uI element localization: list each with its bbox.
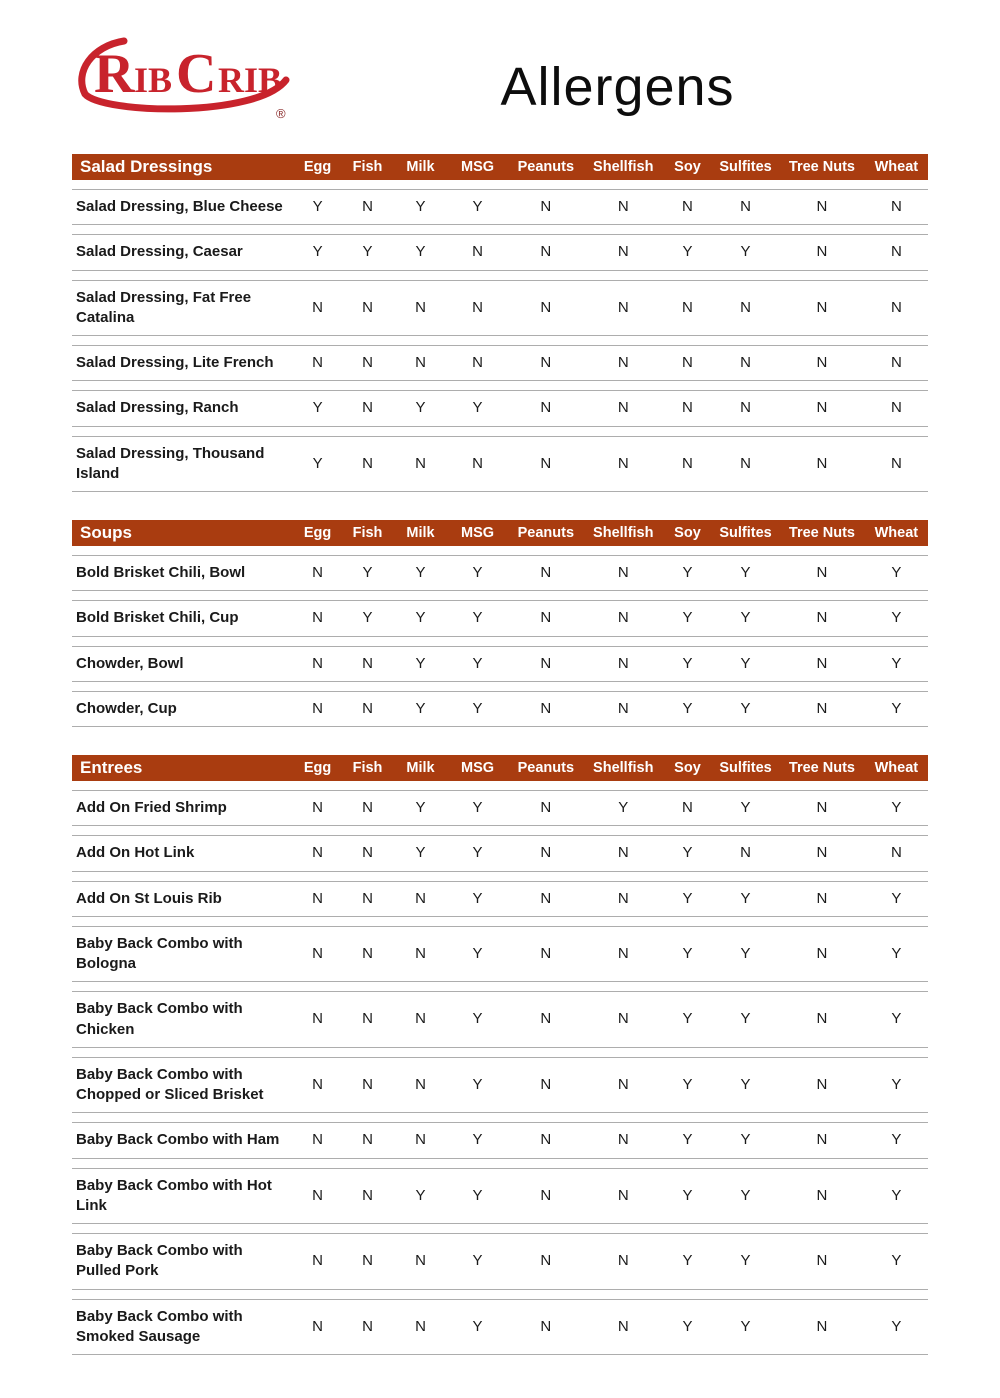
allergen-value: Y	[712, 555, 779, 591]
allergen-value: N	[294, 835, 341, 871]
allergen-value: N	[584, 555, 663, 591]
allergen-value: Y	[865, 600, 928, 636]
table-row	[72, 881, 928, 917]
allergen-value: Y	[663, 835, 712, 871]
allergen-value: N	[508, 790, 583, 826]
allergen-value: N	[584, 280, 663, 337]
allergen-value: Y	[394, 390, 447, 426]
allergen-value: Y	[341, 555, 394, 591]
item-name: Baby Back Combo with Ham	[72, 1122, 294, 1158]
table-row	[72, 991, 928, 1048]
allergen-value: Y	[663, 1057, 712, 1114]
allergen-value: Y	[663, 234, 712, 270]
logo-letter-r: R	[94, 43, 135, 105]
allergen-value: N	[712, 345, 779, 381]
allergen-value: Y	[865, 691, 928, 727]
allergen-value: N	[508, 646, 583, 682]
table-row	[72, 390, 928, 426]
allergen-value: N	[294, 345, 341, 381]
allergen-value: N	[584, 646, 663, 682]
section-header-row	[72, 520, 928, 546]
allergen-value: N	[779, 991, 865, 1048]
allergen-value: N	[584, 189, 663, 225]
column-header: Peanuts	[508, 755, 583, 781]
allergen-value: Y	[447, 189, 508, 225]
allergen-value: N	[508, 436, 583, 493]
column-header: Wheat	[865, 154, 928, 180]
allergen-value: N	[341, 1122, 394, 1158]
allergen-value: N	[712, 835, 779, 871]
allergen-value: N	[584, 691, 663, 727]
column-header: Fish	[341, 520, 394, 546]
allergen-value: N	[779, 555, 865, 591]
allergen-value: N	[341, 646, 394, 682]
allergen-value: N	[508, 691, 583, 727]
allergen-value: N	[779, 881, 865, 917]
allergen-value: N	[584, 1168, 663, 1225]
allergen-value: N	[865, 390, 928, 426]
allergen-value: N	[865, 345, 928, 381]
allergen-value: Y	[865, 790, 928, 826]
ribcrib-logo-icon	[72, 34, 307, 126]
column-header: MSG	[447, 520, 508, 546]
table-row	[72, 1299, 928, 1356]
allergen-value: Y	[447, 646, 508, 682]
logo-letters-ib: IB	[134, 60, 173, 100]
allergen-value: N	[779, 280, 865, 337]
column-header: Tree Nuts	[779, 154, 865, 180]
allergen-value: N	[663, 345, 712, 381]
item-name: Baby Back Combo with Smoked Sausage	[72, 1299, 294, 1356]
allergen-value: N	[294, 1168, 341, 1225]
allergen-value: N	[508, 390, 583, 426]
item-name: Add On Hot Link	[72, 835, 294, 871]
allergen-value: Y	[394, 189, 447, 225]
allergen-value: N	[508, 1057, 583, 1114]
allergen-value: N	[865, 835, 928, 871]
allergen-value: Y	[865, 555, 928, 591]
allergen-value: N	[779, 436, 865, 493]
column-header: Tree Nuts	[779, 520, 865, 546]
allergen-value: N	[584, 835, 663, 871]
allergen-value: N	[865, 280, 928, 337]
allergen-value: N	[779, 1168, 865, 1225]
allergen-value: Y	[663, 1122, 712, 1158]
allergen-value: N	[865, 189, 928, 225]
table-row	[72, 436, 928, 493]
allergen-value: Y	[394, 234, 447, 270]
item-name: Salad Dressing, Ranch	[72, 390, 294, 426]
item-name: Bold Brisket Chili, Bowl	[72, 555, 294, 591]
column-header: Egg	[294, 154, 341, 180]
allergen-value: Y	[712, 600, 779, 636]
item-name: Salad Dressing, Lite French	[72, 345, 294, 381]
allergen-value: Y	[865, 1057, 928, 1114]
allergen-value: N	[447, 234, 508, 270]
column-header: MSG	[447, 154, 508, 180]
column-header: Tree Nuts	[779, 755, 865, 781]
allergen-value: Y	[663, 646, 712, 682]
allergen-value: N	[865, 436, 928, 493]
column-header: Sulfites	[712, 520, 779, 546]
allergen-value: Y	[584, 790, 663, 826]
item-name: Baby Back Combo with Chicken	[72, 991, 294, 1048]
section-title: Salad Dressings	[72, 154, 294, 180]
allergen-value: N	[294, 646, 341, 682]
allergen-value: Y	[447, 926, 508, 983]
allergen-value: N	[508, 280, 583, 337]
allergen-table	[72, 746, 928, 1364]
allergen-value: Y	[663, 555, 712, 591]
item-name: Chowder, Cup	[72, 691, 294, 727]
table-row	[72, 926, 928, 983]
table-row	[72, 345, 928, 381]
allergen-value: N	[779, 390, 865, 426]
allergen-value: Y	[712, 234, 779, 270]
allergen-value: Y	[712, 1057, 779, 1114]
allergen-value: N	[584, 881, 663, 917]
allergen-value: N	[663, 390, 712, 426]
allergen-value: Y	[447, 790, 508, 826]
allergen-value: N	[584, 926, 663, 983]
column-header: Shellfish	[584, 520, 663, 546]
column-header: Peanuts	[508, 154, 583, 180]
allergen-value: N	[341, 345, 394, 381]
allergen-value: N	[394, 1122, 447, 1158]
column-header: Sulfites	[712, 154, 779, 180]
allergen-value: N	[508, 881, 583, 917]
table-row	[72, 189, 928, 225]
column-header: Shellfish	[584, 154, 663, 180]
allergen-value: Y	[447, 1233, 508, 1290]
column-header: Egg	[294, 755, 341, 781]
logo-letter-c: C	[176, 43, 217, 105]
item-name: Baby Back Combo with Pulled Pork	[72, 1233, 294, 1290]
allergen-value: N	[508, 234, 583, 270]
allergen-value: N	[508, 991, 583, 1048]
column-header: Wheat	[865, 520, 928, 546]
allergen-value: N	[341, 926, 394, 983]
item-name: Salad Dressing, Thousand Island	[72, 436, 294, 493]
item-name: Baby Back Combo with Hot Link	[72, 1168, 294, 1225]
column-header: Milk	[394, 154, 447, 180]
allergen-value: Y	[663, 926, 712, 983]
allergen-value: Y	[663, 691, 712, 727]
allergen-value: N	[779, 790, 865, 826]
allergen-value: N	[294, 1122, 341, 1158]
table-row	[72, 1057, 928, 1114]
allergen-value: Y	[447, 1168, 508, 1225]
allergen-value: N	[584, 390, 663, 426]
allergen-value: Y	[394, 600, 447, 636]
allergen-value: Y	[865, 1168, 928, 1225]
allergen-value: N	[508, 926, 583, 983]
allergen-value: N	[584, 600, 663, 636]
allergen-value: N	[508, 1233, 583, 1290]
item-name: Add On St Louis Rib	[72, 881, 294, 917]
allergen-value: N	[584, 345, 663, 381]
allergen-value: Y	[865, 881, 928, 917]
allergen-value: Y	[712, 881, 779, 917]
allergen-value: Y	[663, 1233, 712, 1290]
allergen-value: N	[341, 1057, 394, 1114]
allergen-value: Y	[447, 1299, 508, 1356]
item-name: Salad Dressing, Fat Free Catalina	[72, 280, 294, 337]
allergen-value: N	[584, 1122, 663, 1158]
allergen-value: N	[779, 345, 865, 381]
registered-mark: ®	[276, 106, 286, 121]
allergen-value: Y	[447, 555, 508, 591]
allergen-value: N	[294, 926, 341, 983]
allergen-value: Y	[712, 1122, 779, 1158]
allergen-value: Y	[865, 1122, 928, 1158]
allergen-table	[72, 511, 928, 736]
table-row	[72, 1122, 928, 1158]
allergen-value: N	[508, 189, 583, 225]
allergen-value: Y	[865, 991, 928, 1048]
allergen-value: N	[294, 881, 341, 917]
column-header: Soy	[663, 520, 712, 546]
allergen-value: N	[394, 991, 447, 1048]
allergen-value: N	[584, 234, 663, 270]
allergen-value: N	[779, 600, 865, 636]
allergen-value: Y	[865, 1233, 928, 1290]
table-row	[72, 555, 928, 591]
allergen-value: N	[779, 926, 865, 983]
allergen-value: N	[447, 280, 508, 337]
allergen-value: N	[447, 345, 508, 381]
table-row	[72, 234, 928, 270]
allergen-value: N	[508, 345, 583, 381]
section-title: Soups	[72, 520, 294, 546]
table-row	[72, 691, 928, 727]
allergen-value: N	[341, 436, 394, 493]
allergen-value: N	[779, 1122, 865, 1158]
allergen-value: N	[779, 835, 865, 871]
allergen-value: N	[584, 1233, 663, 1290]
allergen-value: Y	[663, 1168, 712, 1225]
column-header: Sulfites	[712, 755, 779, 781]
column-header: Soy	[663, 154, 712, 180]
allergen-value: N	[341, 280, 394, 337]
allergen-table	[72, 145, 928, 501]
allergen-value: N	[341, 1299, 394, 1356]
logo-letters-rib: RIB	[218, 60, 283, 100]
item-name: Chowder, Bowl	[72, 646, 294, 682]
allergen-value: N	[779, 189, 865, 225]
item-name: Salad Dressing, Blue Cheese	[72, 189, 294, 225]
allergen-value: N	[663, 790, 712, 826]
allergen-value: Y	[447, 991, 508, 1048]
allergen-value: Y	[294, 436, 341, 493]
allergen-value: N	[294, 691, 341, 727]
allergen-value: N	[341, 835, 394, 871]
section-header-row	[72, 755, 928, 781]
allergen-value: N	[294, 1057, 341, 1114]
allergen-value: Y	[663, 600, 712, 636]
allergen-value: Y	[712, 926, 779, 983]
item-name: Bold Brisket Chili, Cup	[72, 600, 294, 636]
allergen-value: N	[779, 691, 865, 727]
item-name: Salad Dressing, Caesar	[72, 234, 294, 270]
column-header: Peanuts	[508, 520, 583, 546]
tables-host	[72, 145, 928, 1364]
allergen-value: N	[341, 1233, 394, 1290]
table-row	[72, 600, 928, 636]
allergen-value: N	[584, 1057, 663, 1114]
allergen-value: Y	[712, 790, 779, 826]
allergen-value: Y	[712, 1168, 779, 1225]
allergen-value: N	[394, 926, 447, 983]
ribcrib-logo	[72, 34, 307, 131]
allergen-value: Y	[712, 646, 779, 682]
allergen-value: N	[341, 790, 394, 826]
table-row	[72, 1168, 928, 1225]
allergen-value: N	[294, 991, 341, 1048]
allergen-value: N	[779, 1233, 865, 1290]
allergen-value: Y	[394, 790, 447, 826]
allergen-value: Y	[663, 881, 712, 917]
allergen-value: Y	[663, 991, 712, 1048]
allergen-value: N	[394, 881, 447, 917]
allergen-value: Y	[447, 1057, 508, 1114]
section-header-row	[72, 154, 928, 180]
item-name: Baby Back Combo with Bologna	[72, 926, 294, 983]
column-header: Milk	[394, 755, 447, 781]
allergen-value: N	[584, 1299, 663, 1356]
allergen-value: N	[341, 991, 394, 1048]
item-name: Add On Fried Shrimp	[72, 790, 294, 826]
allergen-value: N	[712, 280, 779, 337]
allergen-value: N	[294, 555, 341, 591]
allergen-value: N	[779, 646, 865, 682]
allergen-value: Y	[394, 691, 447, 727]
allergen-value: Y	[865, 1299, 928, 1356]
document-header	[72, 34, 928, 131]
allergen-value: Y	[447, 835, 508, 871]
allergen-value: N	[341, 390, 394, 426]
allergen-value: Y	[447, 691, 508, 727]
allergen-value: Y	[447, 1122, 508, 1158]
allergen-value: Y	[447, 600, 508, 636]
page-title: Allergens	[500, 57, 735, 117]
allergen-value: N	[865, 234, 928, 270]
allergen-value: N	[294, 600, 341, 636]
allergen-value: Y	[294, 234, 341, 270]
allergen-value: N	[584, 991, 663, 1048]
allergen-value: Y	[341, 234, 394, 270]
table-row	[72, 646, 928, 682]
column-header: Fish	[341, 755, 394, 781]
allergen-value: N	[447, 436, 508, 493]
column-header: Shellfish	[584, 755, 663, 781]
allergen-value: Y	[294, 390, 341, 426]
table-row	[72, 280, 928, 337]
column-header: Egg	[294, 520, 341, 546]
allergen-value: N	[663, 280, 712, 337]
column-header: Milk	[394, 520, 447, 546]
section-title: Entrees	[72, 755, 294, 781]
allergen-value: N	[508, 555, 583, 591]
allergen-value: N	[294, 1299, 341, 1356]
allergen-value: Y	[447, 881, 508, 917]
table-row	[72, 790, 928, 826]
allergen-value: Y	[712, 1233, 779, 1290]
allergen-value: Y	[394, 835, 447, 871]
column-header: MSG	[447, 755, 508, 781]
allergen-value: Y	[712, 1299, 779, 1356]
column-header: Wheat	[865, 755, 928, 781]
allergen-value: N	[294, 280, 341, 337]
allergen-value: N	[341, 1168, 394, 1225]
allergen-value: N	[584, 436, 663, 493]
allergen-value: Y	[865, 646, 928, 682]
allergen-value: N	[508, 600, 583, 636]
column-header: Fish	[341, 154, 394, 180]
allergen-value: N	[779, 1057, 865, 1114]
allergen-value: N	[294, 790, 341, 826]
allergen-value: Y	[341, 600, 394, 636]
allergen-value: N	[663, 436, 712, 493]
allergen-value: N	[341, 881, 394, 917]
allergen-value: N	[508, 1168, 583, 1225]
allergen-value: N	[341, 691, 394, 727]
item-name: Baby Back Combo with Chopped or Sliced Brisket	[72, 1057, 294, 1114]
allergen-value: Y	[294, 189, 341, 225]
table-row	[72, 1233, 928, 1290]
allergen-value: Y	[712, 691, 779, 727]
allergen-value: N	[394, 436, 447, 493]
allergen-value: N	[341, 189, 394, 225]
allergen-value: N	[394, 1299, 447, 1356]
allergen-value: N	[394, 1233, 447, 1290]
allergen-value: N	[712, 436, 779, 493]
table-row	[72, 835, 928, 871]
allergen-value: N	[394, 280, 447, 337]
allergen-value: N	[508, 835, 583, 871]
allergen-value: N	[712, 189, 779, 225]
allergen-value: N	[779, 234, 865, 270]
allergen-value: Y	[394, 555, 447, 591]
allergen-value: N	[394, 1057, 447, 1114]
allergen-value: N	[294, 1233, 341, 1290]
allergen-value: Y	[712, 991, 779, 1048]
allergen-value: N	[663, 189, 712, 225]
allergen-value: N	[508, 1299, 583, 1356]
allergen-value: Y	[394, 646, 447, 682]
allergen-value: Y	[663, 1299, 712, 1356]
column-header: Soy	[663, 755, 712, 781]
allergen-value: N	[779, 1299, 865, 1356]
allergen-value: Y	[394, 1168, 447, 1225]
allergen-value: Y	[865, 926, 928, 983]
allergen-value: N	[394, 345, 447, 381]
allergen-value: N	[712, 390, 779, 426]
allergen-value: N	[508, 1122, 583, 1158]
allergen-value: Y	[447, 390, 508, 426]
